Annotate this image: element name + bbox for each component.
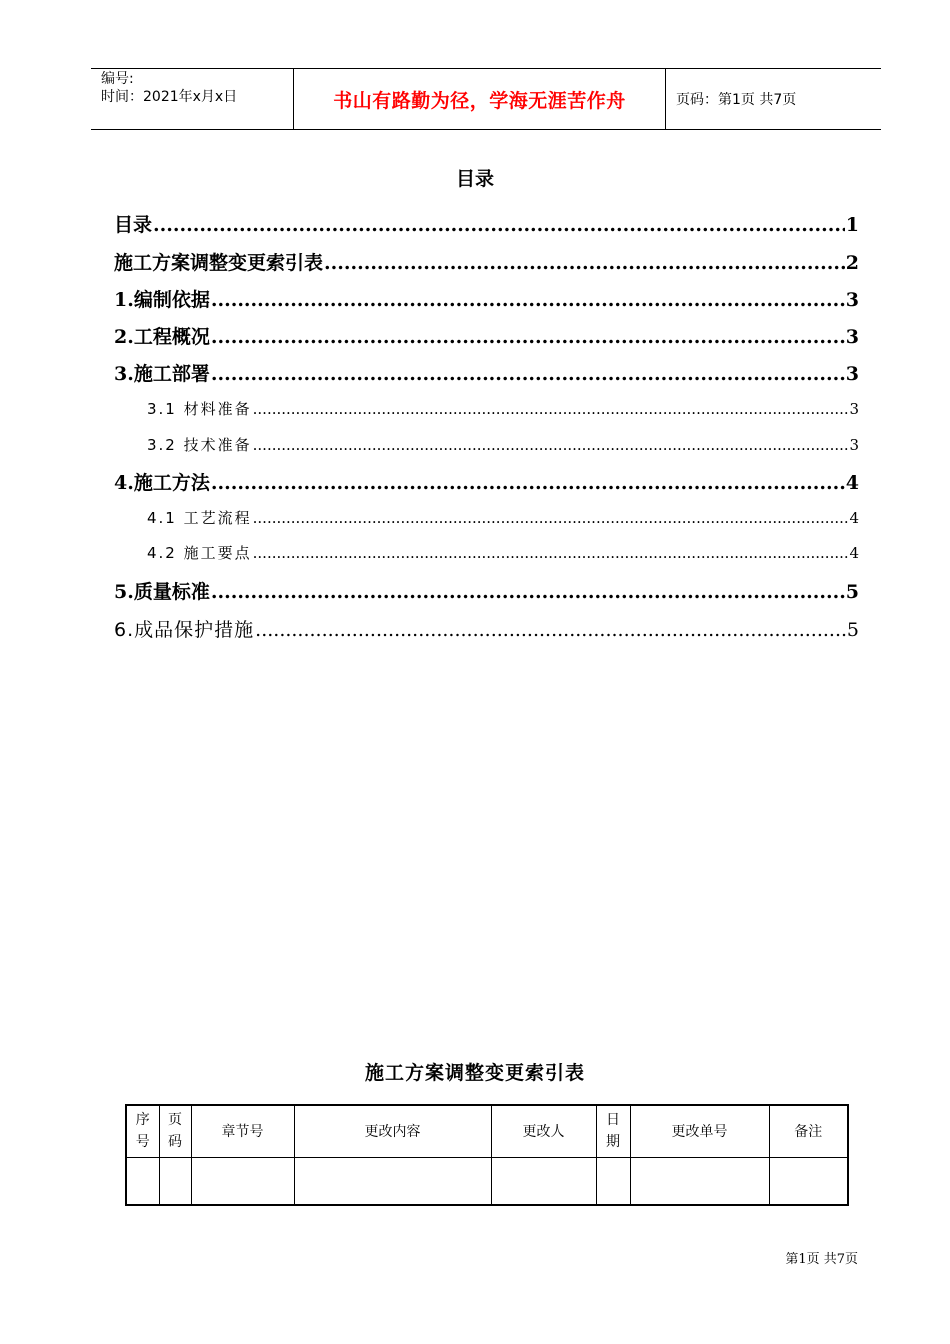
toc-entry-page: 5 [846, 619, 859, 641]
column-header-section: 章节号 [191, 1105, 294, 1157]
column-header-remarks: 备注 [769, 1105, 848, 1157]
toc-entry-page: 3 [845, 363, 859, 385]
toc-entry-number: 5. [114, 581, 134, 603]
toc-entry-quality[interactable] [114, 577, 859, 604]
column-header-changer: 更改人 [491, 1105, 596, 1157]
toc-entry-text: 材料准备 [183, 400, 252, 418]
toc-title: 目录 [455, 168, 494, 190]
table-cell[interactable] [294, 1157, 491, 1205]
toc-entry-text: 施工要点 [183, 544, 252, 562]
column-header-date: 日期 [596, 1105, 630, 1157]
toc-entry-text: 施工方案调整变更索引表 [114, 252, 324, 274]
toc-entry-number: 3. [114, 363, 134, 385]
column-header-change-no: 更改单号 [630, 1105, 769, 1157]
toc-leader-dots [211, 363, 845, 385]
header-motto-cell [293, 69, 666, 129]
toc-leader-dots [211, 289, 845, 311]
toc-entry-text: 目录 [114, 214, 153, 236]
toc-entry-materials[interactable] [147, 398, 859, 419]
header-page-info: 页码：第1页 共7页 [676, 92, 797, 108]
column-header-content: 更改内容 [294, 1105, 491, 1157]
table-cell[interactable] [191, 1157, 294, 1205]
toc-entry-page: 3 [845, 326, 859, 348]
toc-entry-number: 2. [114, 326, 134, 348]
toc-leader-dots [211, 472, 845, 494]
table-header-row [126, 1105, 848, 1157]
header-left-cell [91, 69, 293, 129]
toc-entry-number: 3.2 [147, 436, 184, 454]
toc-entry-number: 6. [114, 619, 135, 641]
toc-entry-page: 4 [849, 544, 859, 562]
document-time-label: 时间：2021年x月x日 [101, 89, 238, 105]
toc-entry-technical[interactable] [147, 434, 859, 455]
toc-entry-number: 1. [114, 289, 134, 311]
change-table-title: 施工方案调整变更索引表 [364, 1062, 585, 1084]
toc-entry-number: 4.1 [147, 509, 184, 527]
toc-entry-text: 工艺流程 [183, 509, 252, 527]
header-page-cell [666, 69, 881, 129]
toc-entry-page: 4 [849, 509, 859, 527]
toc-entry-method[interactable] [114, 468, 859, 495]
toc-entry-page: 4 [845, 472, 859, 494]
toc-leader-dots [253, 509, 849, 527]
toc-entry-deployment[interactable] [114, 359, 859, 386]
toc-entry-basis[interactable] [114, 285, 859, 312]
toc-leader-dots [153, 214, 845, 236]
table-cell[interactable] [491, 1157, 596, 1205]
table-cell[interactable] [630, 1157, 769, 1205]
toc-entry-page: 3 [845, 289, 859, 311]
toc-leader-dots [253, 544, 849, 562]
toc-entry-text: 施工方法 [133, 472, 210, 494]
toc-entry-page: 2 [845, 252, 859, 274]
toc-entry-text: 施工部署 [133, 363, 210, 385]
page-footer: 第1页 共7页 [785, 1252, 858, 1267]
toc-leader-dots [211, 326, 845, 348]
toc-leader-dots [324, 252, 845, 274]
toc-entry-text: 质量标准 [133, 581, 210, 603]
toc-entry-text: 成品保护措施 [134, 619, 255, 641]
column-header-page: 页码 [159, 1105, 191, 1157]
toc-entry-text: 技术准备 [183, 436, 252, 454]
table-cell[interactable] [769, 1157, 848, 1205]
toc-entry-overview[interactable] [114, 322, 859, 349]
toc-entry-page: 1 [845, 214, 859, 236]
toc-entry-number: 4.2 [147, 544, 184, 562]
toc-entry-protection[interactable] [114, 615, 859, 642]
toc-entry-contents[interactable] [114, 210, 859, 237]
toc-entry-page: 5 [845, 581, 859, 603]
toc-entry-page: 3 [849, 400, 859, 418]
change-index-table [125, 1104, 849, 1206]
page-header [91, 68, 881, 130]
toc-entry-process-flow[interactable] [147, 507, 859, 528]
toc-entry-page: 3 [849, 436, 859, 454]
toc-leader-dots [253, 400, 849, 418]
toc-leader-dots [253, 436, 849, 454]
toc-leader-dots [255, 619, 846, 641]
toc-entry-text: 工程概况 [133, 326, 210, 348]
toc-entry-key-points[interactable] [147, 542, 859, 563]
toc-entry-number: 3.1 [147, 400, 184, 418]
document-code-label: 编号: [101, 71, 134, 87]
table-cell[interactable] [126, 1157, 159, 1205]
table-row [126, 1157, 848, 1205]
table-cell[interactable] [596, 1157, 630, 1205]
column-header-serial: 序号 [126, 1105, 159, 1157]
header-motto: 书山有路勤为径，学海无涯苦作舟 [333, 89, 626, 112]
table-cell[interactable] [159, 1157, 191, 1205]
toc-entry-number: 4. [114, 472, 134, 494]
toc-entry-change-index[interactable] [114, 248, 859, 275]
toc-leader-dots [211, 581, 845, 603]
toc-entry-text: 编制依据 [133, 289, 210, 311]
